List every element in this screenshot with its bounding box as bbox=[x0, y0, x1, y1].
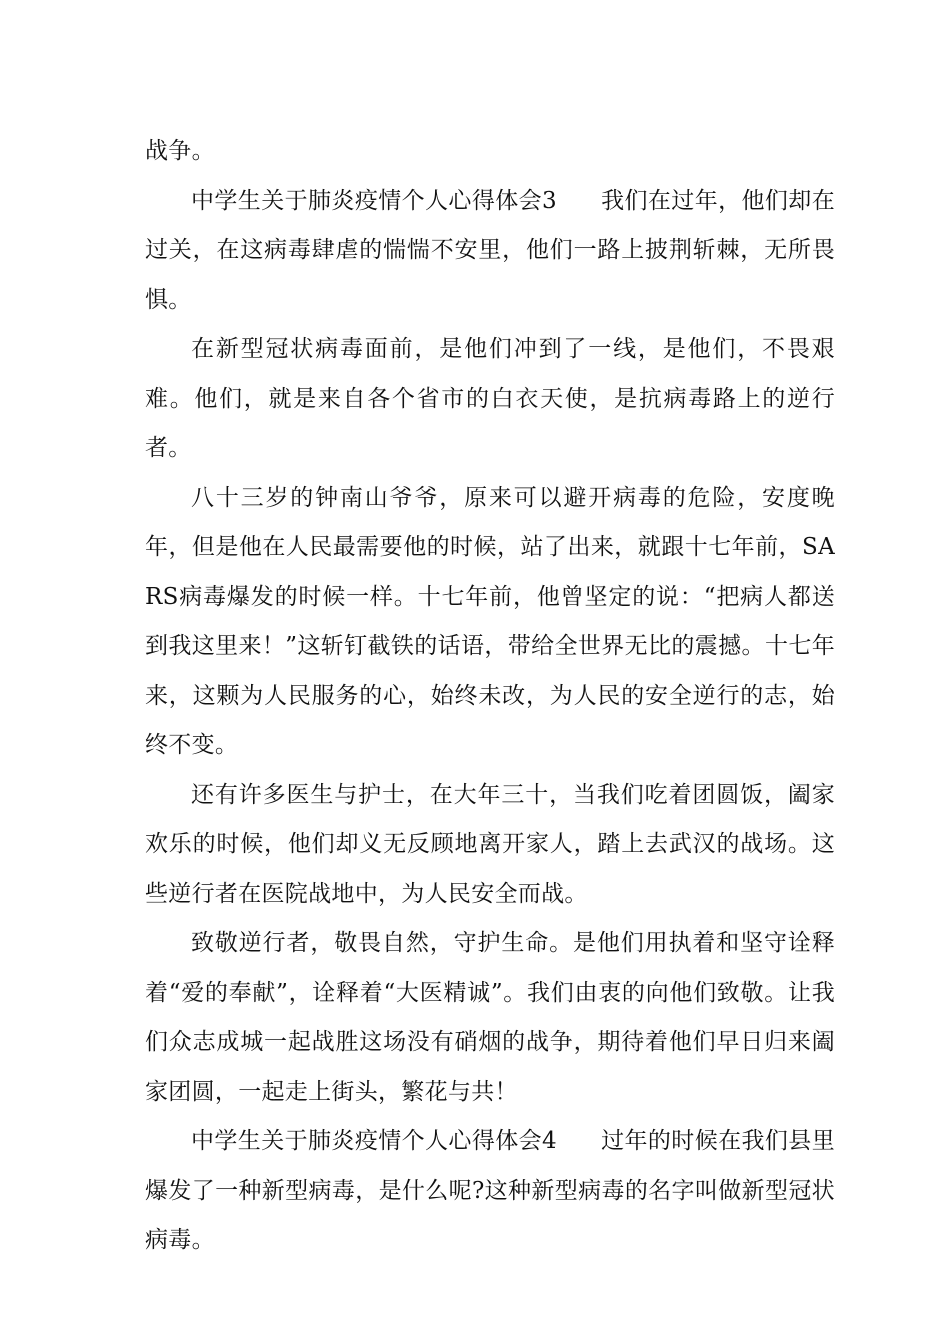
paragraph bbox=[145, 474, 835, 771]
paragraph bbox=[145, 919, 835, 1117]
paragraph-text: 在新型冠状病毒面前，是他们冲到了一线，是他们，不畏艰难。他们，就是来自各个省市的白衣天使，是抗病毒路上的逆行者。 bbox=[145, 336, 835, 461]
paragraph-text: 过年的时候在我们县里爆发了一种新型病毒，是什么呢?这种新型病毒的名字叫做新型冠状病毒。 bbox=[145, 1128, 836, 1253]
paragraph-essay-3 bbox=[145, 177, 835, 326]
paragraph-continuation bbox=[145, 127, 835, 177]
section-heading: 中学生关于肺炎疫情个人心得体会4 bbox=[191, 1128, 557, 1154]
paragraph-text: 还有许多医生与护士，在大年三十，当我们吃着团圆饭，阖家欢乐的时候，他们却义无反顾地离开家人，踏上去武汉的战场。这些逆行者在医院战地中，为人民安全而战。 bbox=[145, 781, 835, 907]
paragraph-text: 致敬逆行者，敬畏自然，守护生命。是他们用执着和坚守诠释着“爱的奉献”，诠释着“大医精诚”。我们由衷的向他们致敬。让我们众志成城一起战胜这场没有硝烟的战争，期待着他们早日归来阖家团圆，一起走上街头，繁花与共！ bbox=[145, 930, 835, 1105]
paragraph-text: 八十三岁的钟南山爷爷，原来可以避开病毒的危险，安度晚年，但是他在人民最需要他的时候，站了出来，就跟十七年前，SARS病毒爆发的时候一样。十七年前，他曾坚定的说：“把病人都送到我这里来！”这斩钉截铁的话语，带给全世界无比的震撼。十七年来，这颗为人民服务的心，始终未改，为人民的安全逆行的志，始终不变。 bbox=[145, 484, 835, 758]
paragraph-text: 我们在过年，他们却在过关，在这病毒肆虐的惴惴不安里，他们一路上披荆斩棘，无所畏惧。 bbox=[145, 187, 836, 313]
paragraph-text: 战争。 bbox=[145, 138, 215, 164]
paragraph-essay-4 bbox=[145, 1117, 835, 1266]
paragraph bbox=[145, 771, 835, 920]
paragraph bbox=[145, 325, 835, 474]
section-heading: 中学生关于肺炎疫情个人心得体会3 bbox=[191, 187, 557, 214]
document-page bbox=[145, 127, 835, 1266]
